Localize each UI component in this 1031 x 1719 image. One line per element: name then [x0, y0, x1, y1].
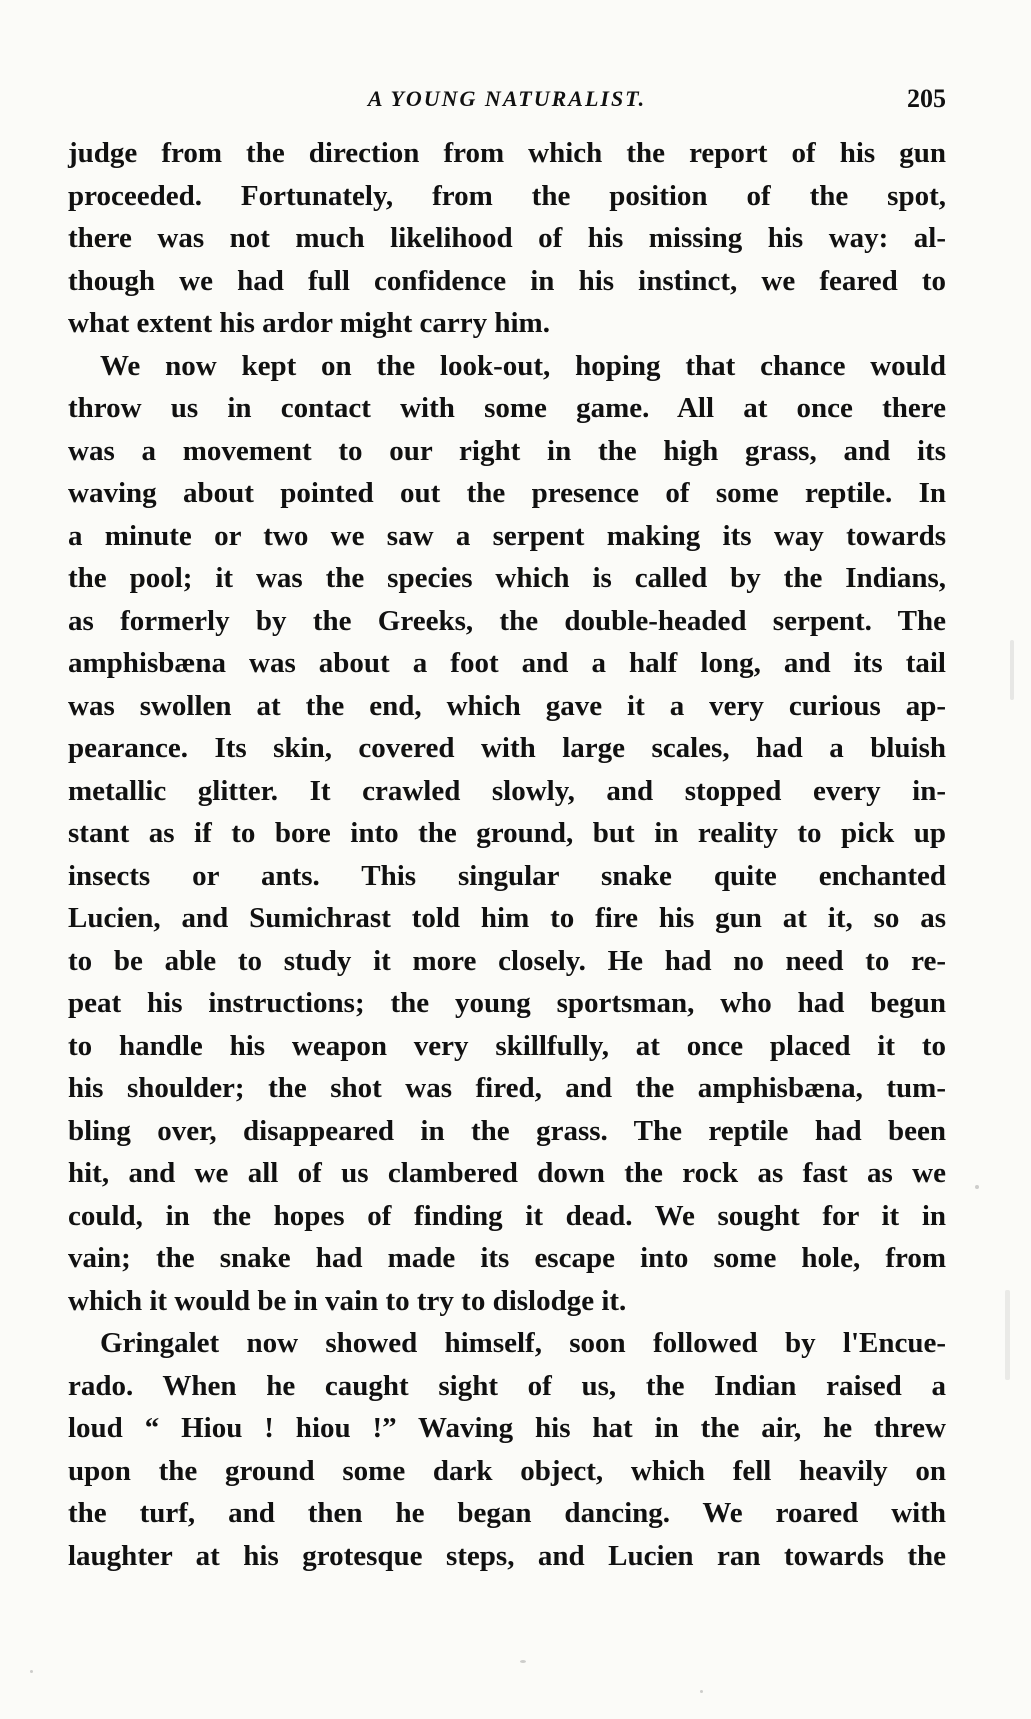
text-line: bling over, disappeared in the grass. The reptile had been — [68, 1114, 946, 1147]
text-line: as formerly by the Greeks, the double-headed serpent. The — [68, 604, 946, 637]
paragraph — [68, 345, 946, 1323]
text-line: judge from the direction from which the report of his gun — [68, 137, 946, 169]
text-line: vain; the snake had made its escape into some hole, from — [68, 1242, 946, 1274]
running-header — [68, 78, 946, 118]
scan-speck — [520, 1660, 526, 1663]
text-line: a minute or two we saw a serpent making its way towards — [68, 519, 946, 552]
text-line: Lucien, and Sumichrast told him to fire his gun at it, so as — [68, 902, 946, 934]
text-line: stant as if to bore into the ground, but in reality to pick up — [68, 817, 946, 849]
text-line: to handle his weapon very skillfully, at once placed it to — [68, 1029, 946, 1062]
text-line: amphisbæna was about a foot and a half long, and its tail — [68, 647, 946, 679]
text-line: We now kept on the look-out, hoping that chance would — [100, 349, 946, 382]
text-line: could, in the hopes of finding it dead. We sought for it in — [68, 1199, 946, 1232]
text-line: there was not much likelihood of his missing his way: al- — [68, 222, 946, 254]
text-line: pearance. Its skin, covered with large scales, had a bluish — [68, 732, 946, 764]
text-line: upon the ground some dark object, which fell heavily on — [68, 1454, 946, 1487]
text-line: which it would be in vain to try to dislodge it. — [68, 1284, 627, 1317]
scan-speck — [700, 1690, 703, 1693]
text-line: laughter at his grotesque steps, and Lucien ran towards the — [68, 1539, 946, 1572]
text-line: throw us in contact with some game. All at once there — [68, 392, 946, 424]
text-line: insects or ants. This singular snake quite enchanted — [68, 859, 946, 892]
text-line: metallic glitter. It crawled slowly, and stopped every in- — [68, 774, 946, 807]
page-number: 205 — [907, 84, 946, 113]
scan-speck — [975, 1185, 979, 1189]
text-line: was swollen at the end, which gave it a very curious ap- — [68, 689, 946, 722]
paragraph — [68, 132, 946, 345]
paragraph — [68, 1322, 946, 1577]
scan-speck — [1005, 1290, 1010, 1380]
text-line: what extent his ardor might carry him. — [68, 307, 550, 339]
text-line: was a movement to our right in the high grass, and its — [68, 434, 946, 467]
text-line: to be able to study it more closely. He had no need to re- — [68, 944, 946, 977]
text-line: hit, and we all of us clambered down the rock as fast as we — [68, 1157, 946, 1189]
text-line: though we had full confidence in his instinct, we feared to — [68, 264, 946, 297]
text-line: waving about pointed out the presence of some reptile. In — [68, 477, 946, 509]
text-line: proceeded. Fortunately, from the position of the spot, — [68, 179, 946, 212]
scan-speck — [1010, 640, 1014, 700]
text-line: Gringalet now showed himself, soon followed by l'Encue- — [100, 1327, 946, 1359]
text-line: his shoulder; the shot was fired, and the amphisbæna, tum- — [68, 1072, 946, 1104]
text-line: peat his instructions; the young sportsman, who had begun — [68, 987, 946, 1019]
text-line: the turf, and then he began dancing. We roared with — [68, 1497, 946, 1529]
running-title: A YOUNG NATURALIST. — [367, 86, 647, 111]
text-line: loud “ Hiou ! hiou !” Waving his hat in the air, he threw — [68, 1412, 946, 1444]
text-line: the pool; it was the species which is called by the Indians, — [68, 562, 946, 594]
text-line: rado. When he caught sight of us, the Indian raised a — [68, 1369, 946, 1402]
body-text — [68, 132, 946, 1577]
scan-speck — [30, 1670, 33, 1673]
